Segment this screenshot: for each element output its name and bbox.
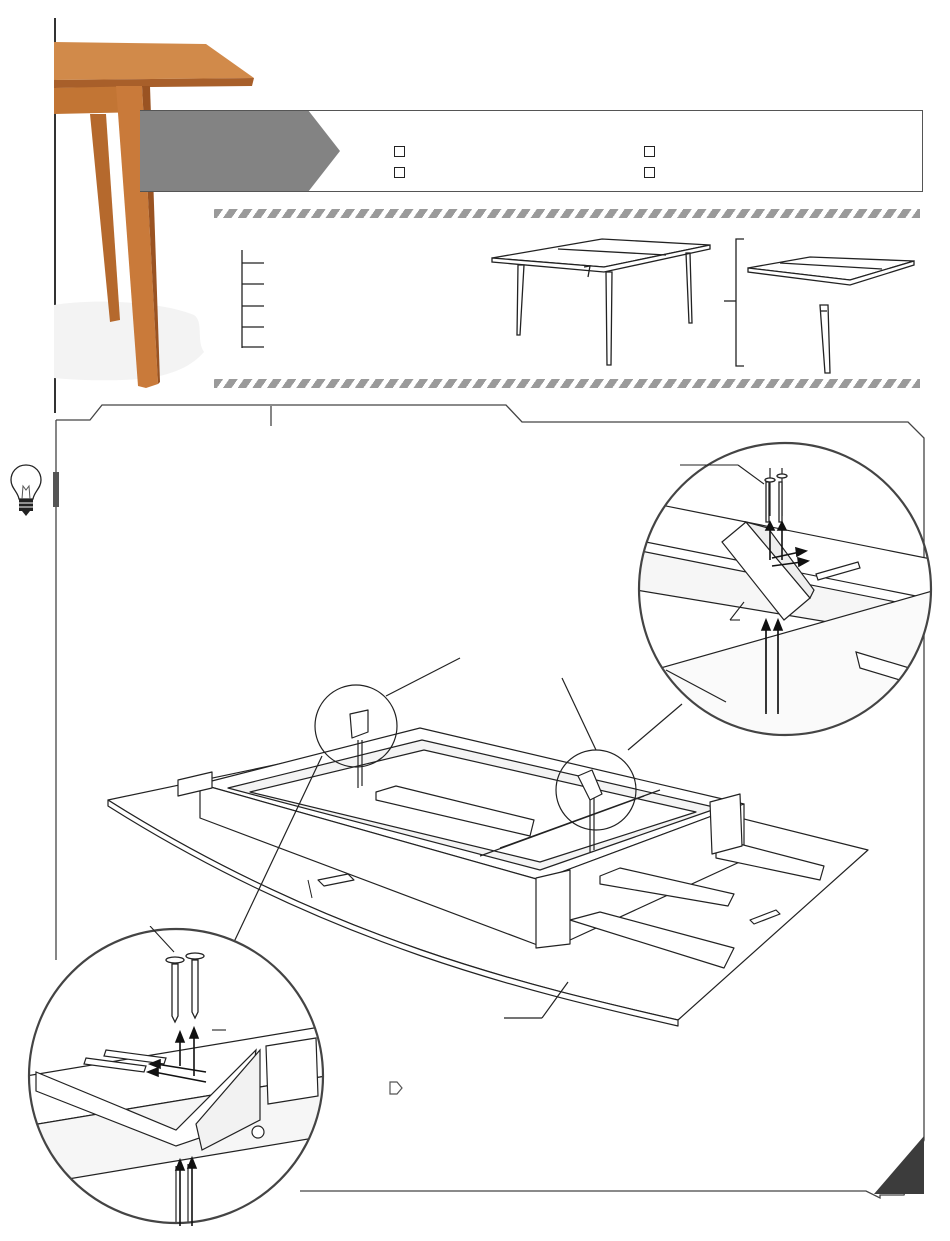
- arrow-tag-icon: [388, 1080, 404, 1096]
- checklist-checkbox[interactable]: [644, 167, 655, 178]
- checklist-checkbox[interactable]: [394, 167, 405, 178]
- lightbulb-icon: [8, 462, 44, 518]
- parts-checklist-box: [140, 110, 923, 192]
- table-overview-illustrations: [220, 225, 930, 380]
- hatch-divider-bottom: [214, 379, 920, 388]
- page-corner-tab: [874, 1136, 924, 1194]
- detail-view-bracket-right: [636, 440, 936, 740]
- checklist-checkbox[interactable]: [394, 146, 405, 157]
- detail-view-bracket-left: [26, 926, 326, 1226]
- hatch-divider-top: [214, 209, 920, 218]
- checklist-checkbox[interactable]: [644, 146, 655, 157]
